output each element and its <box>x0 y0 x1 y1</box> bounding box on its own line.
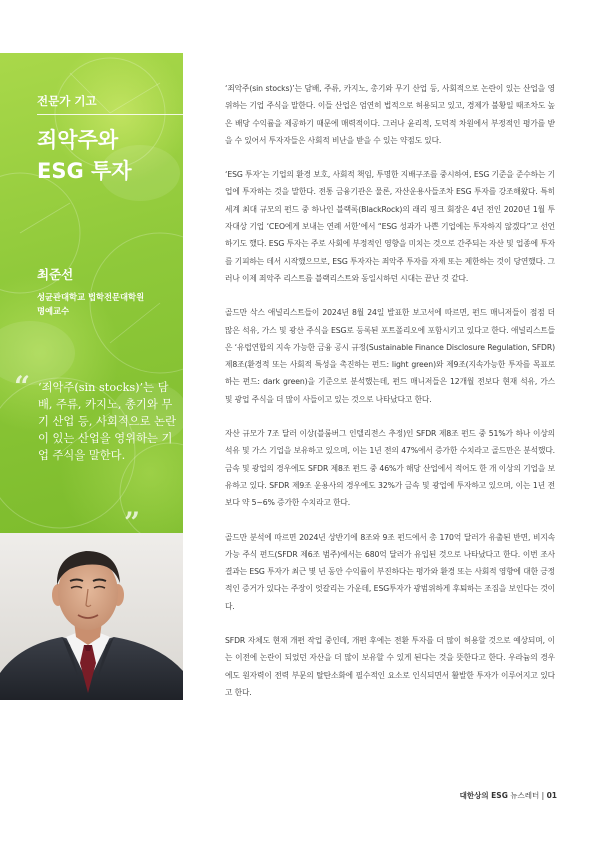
article-paragraph: 골드만 분석에 따르면 2024년 상반기에 8조와 9조 펀드에서 총 170억 달러가 유출된 반면, 비지속가능 주식 펀드(SFDR 제6조 범주)에서는 680억 달러가 유입된 것으로 나타났다고 한다. 이번 조사 결과는 ESG 투자가 최근 몇 년 동안 수익률이 부진하다는 평가와 환경 또는 사회적 영향에 대한 긍정적인 증거가 있다는 주장이 엇갈리는 가운데, ESG투자가 광범위하게 후퇴하는 조짐을 보인다는 것이다. <box>225 532 555 611</box>
article-paragraph: ‘ESG 투자’는 기업의 환경 보호, 사회적 책임, 투명한 지배구조를 중시하여, ESG 기준을 준수하는 기업에 투자하는 것을 말한다. 전통 금융기관은 물론, 자산운용사들조차 ESG 투자를 강조해왔다. 특히 세계 최대 규모의 펀드 중 하나인 블랙록(BlackRock)의 래리 핑크 회장은 4년 전인 2020년 1월 투자대상 기업 ‘CEO에게 보내는 연례 서한’에서 “ESG 성과가 나쁜 기업에는 투자하지 않겠다”고 선언하기도 했다. ESG 투자는 주로 사회에 부정적인 영향을 미치는 것으로 간주되는 자산 및 업종에 투자를 기피하는 데서 시작했으므로, ESG 투자자는 죄악주 투자를 자제 또는 제한하는 것이 당연했다. 그러나 이제 죄악주 리스트를 블랙리스트와 동일시하던 시대는 끝난 것 같다. <box>225 170 555 283</box>
affiliation-line2: 명예교수 <box>37 306 70 316</box>
article-paragraph: 자산 규모가 7조 달러 이상(블룸버그 인텔리전스 추정)인 SFDR 제8조 펀드 중 51%가 하나 이상의 석유 및 가스 기업을 보유하고 있으며, 이는 1년 전의 47%에서 증가한 수치라고 골드만은 분석했다. 금속 및 광업의 경우에도 SFDR 제8조 펀드 중 46%가 해당 산업에서 적어도 한 개 이상의 기업을 보유하고 있다. SFDR 제9조 운용사의 경우에도 32%가 금속 및 광업에 투자하고 있으며, 이는 1년 전보다 약 5~6% 증가한 수치라고 한다. <box>225 429 555 508</box>
author-affiliation <box>37 290 183 318</box>
newsletter-label: 뉴스레터 <box>510 791 540 800</box>
article-paragraph: 골드만 삭스 애널리스트들이 2024년 8월 24일 발표한 보고서에 따르면, 펀드 매니저들이 점점 더 많은 석유, 가스 및 광산 주식을 ESG로 등록된 포트폴리오에 포함시키고 있다고 한다. 애널리스트들은 ‘유럽연합의 지속 가능한 금융 공시 규정(Sustainable Finance Disclosure Regulation, SFDR) 제8조(환경적 또는 사회적 특성을 촉진하는 펀드: light green)와 제9조(지속가능한 투자를 목표로 하는 펀드: dark green)을 기준으로 분석했는데, 펀드 매니저들은 12개월 전보다 현재 석유, 가스 및 광업 주식을 더 많이 사들이고 있는 것으로 나타났다고 한다. <box>225 308 555 404</box>
author-name: 최준선 <box>37 267 74 282</box>
page-footer <box>460 790 557 801</box>
footer-separator: | <box>541 791 545 800</box>
newsletter-name: 대한상의 ESG <box>459 791 508 800</box>
pull-quote-text: ‘죄악주(sin stocks)’는 담배, 주류, 카지노, 총기와 무기 산업 등, 사회적으로 논란이 있는 산업을 영위하는 기업 주식을 말한다. <box>38 381 176 462</box>
article-title-line1: 죄악주와 <box>37 128 119 152</box>
article-title-line2: ESG 투자 <box>37 159 132 183</box>
article-paragraph: SFDR 자체도 현재 개편 작업 중인데, 개편 후에는 전환 투자를 더 많이 허용할 것으로 예상되며, 이는 이전에 논란이 되었던 자산을 더 많이 보유할 수 있게 된다는 것을 뜻한다고 한다. 우라늄의 경우에도 원자력이 전력 부문의 탈탄소화에 필수적인 요소로 인식되면서 활발한 투자가 이루어지고 있다고 한다. <box>225 636 555 697</box>
close-quote-icon: ” <box>124 506 141 533</box>
open-quote-icon: “ <box>14 370 31 403</box>
article-title <box>37 125 177 187</box>
affiliation-line1: 성균관대학교 법학전문대학원 <box>37 292 145 302</box>
author-photo <box>0 533 183 700</box>
category-divider <box>37 114 183 115</box>
page-number: 01 <box>546 791 557 800</box>
sidebar-panel <box>0 53 183 533</box>
article-paragraph: ‘죄악주(sin stocks)’는 담배, 주류, 카지노, 총기와 무기 산업 등, 사회적으로 논란이 있는 산업을 영위하는 기업 주식을 말한다. 이들 산업은 엄연히 법적으로 허용되고 있고, 경제가 불황일 때조차도 높은 배당 수익률을 제공하기 때문에 매력적이다. 그러나 윤리적, 도덕적 차원에서 부정적인 평가를 받을 수 있어서 투자자들은 사회적 비난을 받을 수 있는 약점도 있다. <box>225 84 555 145</box>
category-label: 전문가 기고 <box>37 94 97 108</box>
author-portrait-illustration <box>0 533 183 700</box>
article-body <box>225 80 555 718</box>
